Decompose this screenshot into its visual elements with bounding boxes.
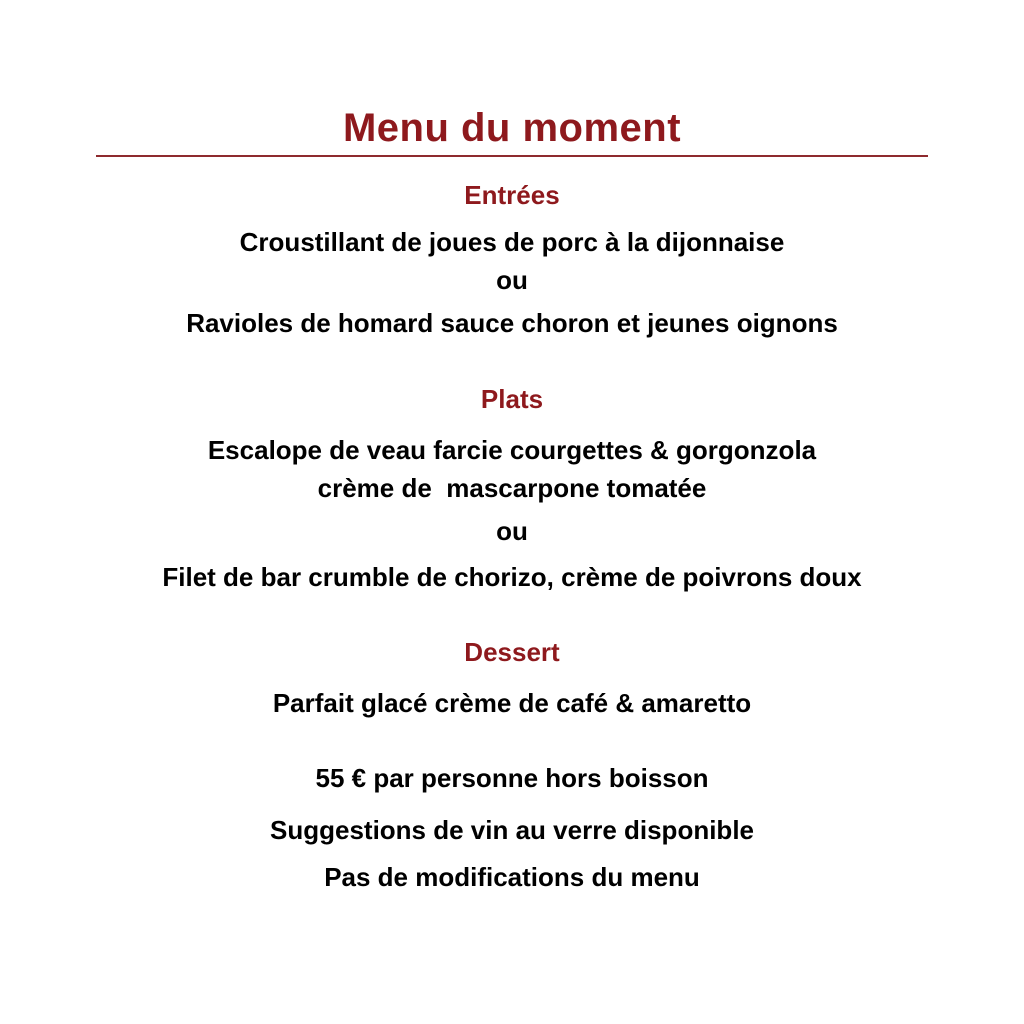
- section-dessert: [0, 635, 1024, 720]
- dish-plat-1-line-1: Escalope de veau farcie courgettes & gorgonzola: [207, 435, 817, 465]
- menu-footer: [0, 761, 1024, 894]
- section-heading-dessert: Dessert: [464, 637, 560, 667]
- or-separator: ou: [496, 516, 528, 546]
- wine-suggestion-note: Suggestions de vin au verre disponible: [270, 815, 754, 845]
- page-title: Menu du moment: [342, 106, 682, 150]
- price-per-person: 55 € par personne hors boisson: [315, 763, 709, 793]
- dish-entree-1: Croustillant de joues de porc à la dijonnaise: [239, 227, 785, 257]
- section-heading-plats: Plats: [480, 384, 544, 414]
- section-heading-entrees: Entrées: [464, 180, 560, 210]
- dish-dessert-1: Parfait glacé crème de café & amaretto: [272, 688, 752, 718]
- dish-plat-1-line-2: crème de mascarpone tomatée: [317, 473, 707, 503]
- no-modification-note: Pas de modifications du menu: [324, 862, 700, 892]
- section-entrees: [0, 178, 1024, 340]
- dish-plat-2: Filet de bar crumble de chorizo, crème de poivrons doux: [162, 562, 862, 592]
- title-underline-rule: [96, 155, 928, 157]
- dish-entree-2: Ravioles de homard sauce choron et jeunes oignons: [186, 308, 838, 338]
- or-separator: ou: [496, 265, 528, 295]
- section-plats: [0, 382, 1024, 594]
